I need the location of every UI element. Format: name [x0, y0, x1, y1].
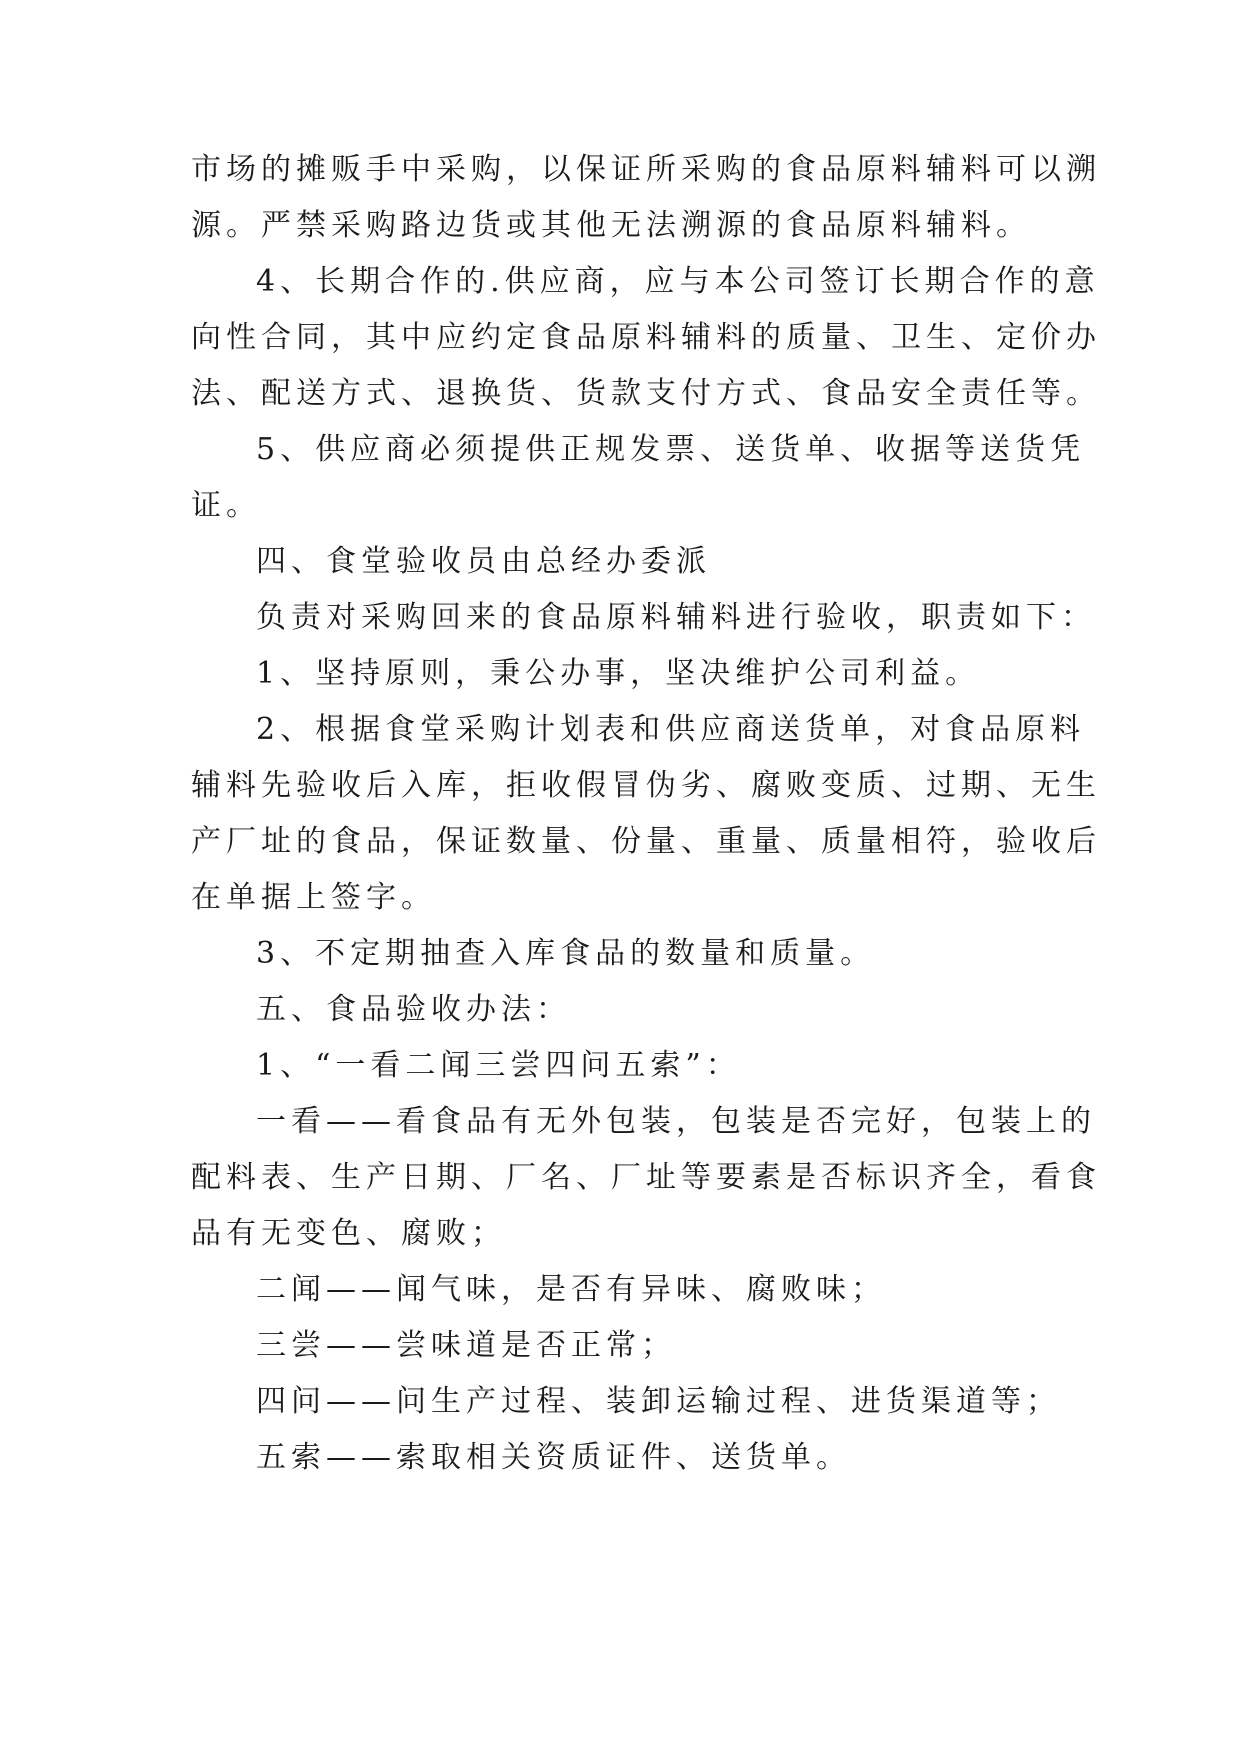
- section-heading: 五、食品验收办法：: [256, 992, 571, 1027]
- text-line: 负责对采购回来的食品原料辅料进行验收，职责如下：: [256, 600, 1096, 635]
- text-line: 在单据上签字。: [191, 880, 436, 915]
- text-line: 市场的摊贩手中采购，以保证所采购的食品原料辅料可以溯: [191, 152, 1101, 187]
- text-line: 向性合同，其中应约定食品原料辅料的质量、卫生、定价办: [191, 320, 1101, 355]
- text-line: 源。严禁采购路边货或其他无法溯源的食品原料辅料。: [191, 208, 1031, 243]
- text-line: 3、不定期抽查入库食品的数量和质量。: [256, 936, 876, 971]
- text-line: 5、供应商必须提供正规发票、送货单、收据等送货凭: [256, 432, 1086, 467]
- text-line: 配料表、生产日期、厂名、厂址等要素是否标识齐全，看食: [191, 1160, 1101, 1195]
- text-line: 辅料先验收后入库，拒收假冒伪劣、腐败变质、过期、无生: [191, 768, 1101, 803]
- text-line: 2、根据食堂采购计划表和供应商送货单，对食品原料: [256, 712, 1086, 747]
- text-line: 1、“一看二闻三尝四问五索”：: [256, 1048, 741, 1083]
- text-line: 四问——问生产过程、装卸运输过程、进货渠道等；: [256, 1384, 1061, 1419]
- text-line: 1、坚持原则，秉公办事，坚决维护公司利益。: [256, 656, 981, 691]
- text-line: 法、配送方式、退换货、货款支付方式、食品安全责任等。: [191, 376, 1101, 411]
- text-line: 三尝——尝味道是否正常；: [256, 1328, 676, 1363]
- text-line: 品有无变色、腐败；: [191, 1216, 506, 1251]
- text-line: 4、长期合作的.供应商，应与本公司签订长期合作的意: [256, 264, 1100, 299]
- section-heading: 四、食堂验收员由总经办委派: [256, 544, 711, 579]
- text-line: 一看——看食品有无外包装，包装是否完好，包装上的: [256, 1104, 1096, 1139]
- text-line: 证。: [191, 488, 261, 523]
- text-line: 产厂址的食品，保证数量、份量、重量、质量相符，验收后: [191, 824, 1101, 859]
- text-line: 五索——索取相关资质证件、送货单。: [256, 1440, 851, 1475]
- text-line: 二闻——闻气味，是否有异味、腐败味；: [256, 1272, 886, 1307]
